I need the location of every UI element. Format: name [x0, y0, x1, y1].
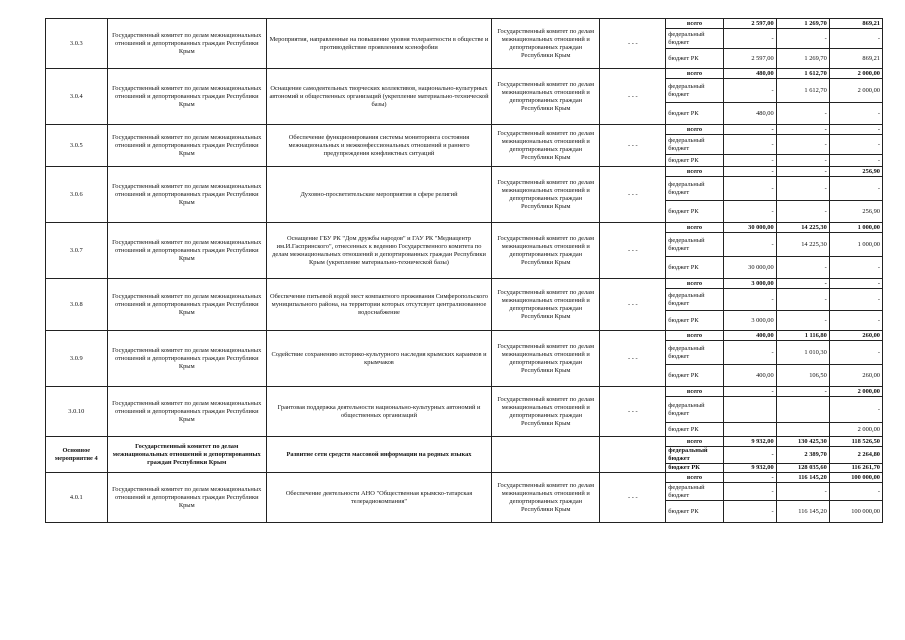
funding-source: федеральный бюджет — [666, 289, 723, 311]
executor: Государственный комитет по делам межнациональных отношений и депортированных граждан Республики Крым — [492, 331, 600, 387]
table-row — [46, 387, 883, 397]
amount-year-2: 1 116,80 — [776, 331, 829, 341]
row-number: Основное мероприятие 4 — [46, 437, 108, 473]
amount-year-2: 14 225,30 — [776, 223, 829, 233]
amount-year-2: - — [776, 311, 829, 331]
amount-year-3: - — [829, 279, 882, 289]
amount-year-1: 480,00 — [723, 69, 776, 79]
funding-source: бюджет РК — [666, 103, 723, 125]
row-number: 3.0.7 — [46, 223, 108, 279]
responsible-org: Государственный комитет по делам межнациональных отношений и депортированных граждан Республики Крым — [107, 223, 266, 279]
amount-year-1: - — [723, 483, 776, 501]
activity-name: Духовно-просветительские мероприятия в сфере религий — [266, 167, 491, 223]
amount-year-3: 260,00 — [829, 331, 882, 341]
amount-year-1: 2 597,00 — [723, 19, 776, 29]
row-number: 3.0.3 — [46, 19, 108, 69]
amount-year-3: - — [829, 341, 882, 365]
funding-source: бюджет РК — [666, 464, 723, 473]
responsible-org: Государственный комитет по делам межнациональных отношений и депортированных граждан Республики Крым — [107, 437, 266, 473]
amount-year-1: - — [723, 177, 776, 201]
responsible-org: Государственный комитет по делам межнациональных отношений и депортированных граждан Республики Крым — [107, 279, 266, 331]
period-cell: - - - — [600, 69, 666, 125]
amount-year-2: 1 612,70 — [776, 79, 829, 103]
amount-year-3: 1 000,00 — [829, 223, 882, 233]
amount-year-2: 116 145,20 — [776, 473, 829, 483]
funding-source: всего — [666, 387, 723, 397]
amount-year-3: - — [829, 135, 882, 155]
amount-year-2: 116 145,20 — [776, 501, 829, 523]
amount-year-1: - — [723, 125, 776, 135]
table-row — [46, 69, 883, 79]
amount-year-2: - — [776, 289, 829, 311]
row-number: 3.0.9 — [46, 331, 108, 387]
funding-source: бюджет РК — [666, 365, 723, 387]
amount-year-2: - — [776, 103, 829, 125]
funding-source: всего — [666, 437, 723, 447]
amount-year-3: 2 264,80 — [829, 447, 882, 464]
funding-source: всего — [666, 279, 723, 289]
responsible-org: Государственный комитет по делам межнациональных отношений и депортированных граждан Республики Крым — [107, 125, 266, 167]
responsible-org: Государственный комитет по делам межнациональных отношений и депортированных граждан Республики Крым — [107, 69, 266, 125]
activity-name: Обеспечение деятельности АНО "Общественная крымско-татарская телерадиокомпания" — [266, 473, 491, 523]
funding-source: бюджет РК — [666, 201, 723, 223]
amount-year-2: 1 010,30 — [776, 341, 829, 365]
amount-year-2: - — [776, 483, 829, 501]
executor: Государственный комитет по делам межнациональных отношений и депортированных граждан Республики Крым — [492, 69, 600, 125]
table-row — [46, 473, 883, 483]
funding-source: федеральный бюджет — [666, 341, 723, 365]
funding-source: бюджет РК — [666, 155, 723, 167]
funding-source: федеральный бюджет — [666, 79, 723, 103]
funding-source: бюджет РК — [666, 501, 723, 523]
funding-source: федеральный бюджет — [666, 397, 723, 423]
amount-year-3: - — [829, 125, 882, 135]
period-cell: - - - — [600, 331, 666, 387]
funding-source: федеральный бюджет — [666, 177, 723, 201]
activity-name: Содействие сохранению историко-культурного наследия крымских караимов и крымчаков — [266, 331, 491, 387]
amount-year-3: 2 000,00 — [829, 79, 882, 103]
amount-year-3: 2 000,00 — [829, 69, 882, 79]
amount-year-3: 100 000,00 — [829, 501, 882, 523]
amount-year-2: - — [776, 387, 829, 397]
amount-year-2: 1 269,70 — [776, 19, 829, 29]
funding-source: всего — [666, 473, 723, 483]
amount-year-2: 130 425,30 — [776, 437, 829, 447]
funding-source: всего — [666, 69, 723, 79]
funding-source: всего — [666, 223, 723, 233]
amount-year-3: - — [829, 483, 882, 501]
amount-year-2: 128 035,60 — [776, 464, 829, 473]
amount-year-1 — [723, 397, 776, 423]
amount-year-3: - — [829, 29, 882, 49]
amount-year-1: 400,00 — [723, 331, 776, 341]
amount-year-3: 116 261,70 — [829, 464, 882, 473]
funding-source: всего — [666, 125, 723, 135]
amount-year-1: 9 932,00 — [723, 464, 776, 473]
executor: Государственный комитет по делам межнациональных отношений и депортированных граждан Республики Крым — [492, 279, 600, 331]
period-cell: - - - — [600, 279, 666, 331]
responsible-org: Государственный комитет по делам межнациональных отношений и депортированных граждан Республики Крым — [107, 473, 266, 523]
table-row — [46, 279, 883, 289]
amount-year-3: - — [829, 397, 882, 423]
table-row — [46, 125, 883, 135]
table-row — [46, 19, 883, 29]
funding-source: всего — [666, 331, 723, 341]
amount-year-3: 869,21 — [829, 49, 882, 69]
amount-year-1: 2 597,00 — [723, 49, 776, 69]
amount-year-3: 869,21 — [829, 19, 882, 29]
amount-year-2: - — [776, 135, 829, 155]
amount-year-3: - — [829, 177, 882, 201]
amount-year-2: 1 269,70 — [776, 49, 829, 69]
amount-year-1: - — [723, 29, 776, 49]
amount-year-2: 2 389,70 — [776, 447, 829, 464]
table-row — [46, 331, 883, 341]
amount-year-3: 256,90 — [829, 167, 882, 177]
amount-year-1: - — [723, 201, 776, 223]
amount-year-1 — [723, 423, 776, 437]
amount-year-2: - — [776, 201, 829, 223]
amount-year-3: - — [829, 311, 882, 331]
amount-year-3: 260,00 — [829, 365, 882, 387]
responsible-org: Государственный комитет по делам межнациональных отношений и депортированных граждан Республики Крым — [107, 167, 266, 223]
funding-source: бюджет РК — [666, 311, 723, 331]
amount-year-3: - — [829, 257, 882, 279]
amount-year-1: 480,00 — [723, 103, 776, 125]
activity-name: Грантовая поддержка деятельности национально-культурных автономий и общественных организаций — [266, 387, 491, 437]
amount-year-1: 9 932,00 — [723, 437, 776, 447]
amount-year-1: 3 000,00 — [723, 311, 776, 331]
row-number: 3.0.6 — [46, 167, 108, 223]
amount-year-2: - — [776, 155, 829, 167]
amount-year-2 — [776, 397, 829, 423]
amount-year-1: - — [723, 79, 776, 103]
row-number: 3.0.4 — [46, 69, 108, 125]
amount-year-2: 14 225,30 — [776, 233, 829, 257]
funding-source: федеральный бюджет — [666, 233, 723, 257]
period-cell — [600, 437, 666, 473]
period-cell: - - - — [600, 473, 666, 523]
amount-year-3: 256,90 — [829, 201, 882, 223]
executor: Государственный комитет по делам межнациональных отношений и депортированных граждан Республики Крым — [492, 19, 600, 69]
amount-year-2: - — [776, 177, 829, 201]
funding-source: федеральный бюджет — [666, 29, 723, 49]
table-row — [46, 167, 883, 177]
executor: Государственный комитет по делам межнациональных отношений и депортированных граждан Республики Крым — [492, 223, 600, 279]
funding-source: всего — [666, 19, 723, 29]
funding-source: федеральный бюджет — [666, 447, 723, 464]
amount-year-3: - — [829, 155, 882, 167]
amount-year-2: - — [776, 167, 829, 177]
amount-year-2: - — [776, 29, 829, 49]
activity-name: Оснащение ГБУ РК "Дом дружбы народов" и ГАУ РК "Медиацентр им.И.Гаспринского", отнесенных к ведению Государственного комитета по делам межнациональных отношений и депортированных граждан Республики Крым (укрепление материально-технической базы) — [266, 223, 491, 279]
amount-year-3: 2 000,00 — [829, 423, 882, 437]
amount-year-3: 2 000,00 — [829, 387, 882, 397]
amount-year-1: 3 000,00 — [723, 279, 776, 289]
amount-year-3: 100 000,00 — [829, 473, 882, 483]
funding-source: бюджет РК — [666, 49, 723, 69]
amount-year-3: 1 000,00 — [829, 233, 882, 257]
amount-year-1: - — [723, 289, 776, 311]
amount-year-3: - — [829, 289, 882, 311]
responsible-org: Государственный комитет по делам межнациональных отношений и депортированных граждан Республики Крым — [107, 387, 266, 437]
amount-year-1: - — [723, 167, 776, 177]
activity-name: Мероприятия, направленные на повышение уровня толерантности в обществе и противодействие проявлениям ксенофобии — [266, 19, 491, 69]
executor — [492, 437, 600, 473]
activity-name: Оснащение самодеятельных творческих коллективов, национально-культурных автономий и общественных организаций (укрепление материально-технической базы) — [266, 69, 491, 125]
budget-table — [45, 18, 883, 523]
amount-year-1: - — [723, 233, 776, 257]
funding-source: всего — [666, 167, 723, 177]
funding-source: бюджет РК — [666, 423, 723, 437]
period-cell: - - - — [600, 167, 666, 223]
amount-year-1: 400,00 — [723, 365, 776, 387]
amount-year-2: - — [776, 257, 829, 279]
amount-year-1: - — [723, 447, 776, 464]
row-number: 3.0.8 — [46, 279, 108, 331]
amount-year-2: - — [776, 279, 829, 289]
funding-source: федеральный бюджет — [666, 483, 723, 501]
amount-year-2: 106,50 — [776, 365, 829, 387]
amount-year-1: - — [723, 387, 776, 397]
executor: Государственный комитет по делам межнациональных отношений и депортированных граждан Республики Крым — [492, 125, 600, 167]
activity-name: Обеспечение питьевой водой мест компактного проживания Симферопольского муниципального района, на территории которых отсутсвует централизованное водоснабжение — [266, 279, 491, 331]
row-number: 3.0.10 — [46, 387, 108, 437]
amount-year-1: 30 000,00 — [723, 223, 776, 233]
activity-name: Обеспечение функционирования системы мониторинга состояния межнациональных и межконфессиональных отношений и раннего предупреждения конфликтных ситуаций — [266, 125, 491, 167]
amount-year-2: - — [776, 125, 829, 135]
row-number: 3.0.5 — [46, 125, 108, 167]
period-cell: - - - — [600, 387, 666, 437]
executor: Государственный комитет по делам межнациональных отношений и депортированных граждан Республики Крым — [492, 167, 600, 223]
amount-year-2: 1 612,70 — [776, 69, 829, 79]
amount-year-2 — [776, 423, 829, 437]
period-cell: - - - — [600, 223, 666, 279]
amount-year-1: - — [723, 473, 776, 483]
amount-year-1: - — [723, 155, 776, 167]
period-cell: - - - — [600, 19, 666, 69]
responsible-org: Государственный комитет по делам межнациональных отношений и депортированных граждан Республики Крым — [107, 19, 266, 69]
row-number: 4.0.1 — [46, 473, 108, 523]
table-row — [46, 223, 883, 233]
period-cell: - - - — [600, 125, 666, 167]
activity-name: Развитие сети средств массовой информации на родных языках — [266, 437, 491, 473]
amount-year-3: - — [829, 103, 882, 125]
funding-source: бюджет РК — [666, 257, 723, 279]
funding-source: федеральный бюджет — [666, 135, 723, 155]
table-row — [46, 437, 883, 447]
amount-year-3: 118 526,50 — [829, 437, 882, 447]
amount-year-1: - — [723, 501, 776, 523]
amount-year-1: 30 000,00 — [723, 257, 776, 279]
amount-year-1: - — [723, 341, 776, 365]
responsible-org: Государственный комитет по делам межнациональных отношений и депортированных граждан Республики Крым — [107, 331, 266, 387]
executor: Государственный комитет по делам межнациональных отношений и депортированных граждан Республики Крым — [492, 387, 600, 437]
amount-year-1: - — [723, 135, 776, 155]
executor: Государственный комитет по делам межнациональных отношений и депортированных граждан Республики Крым — [492, 473, 600, 523]
